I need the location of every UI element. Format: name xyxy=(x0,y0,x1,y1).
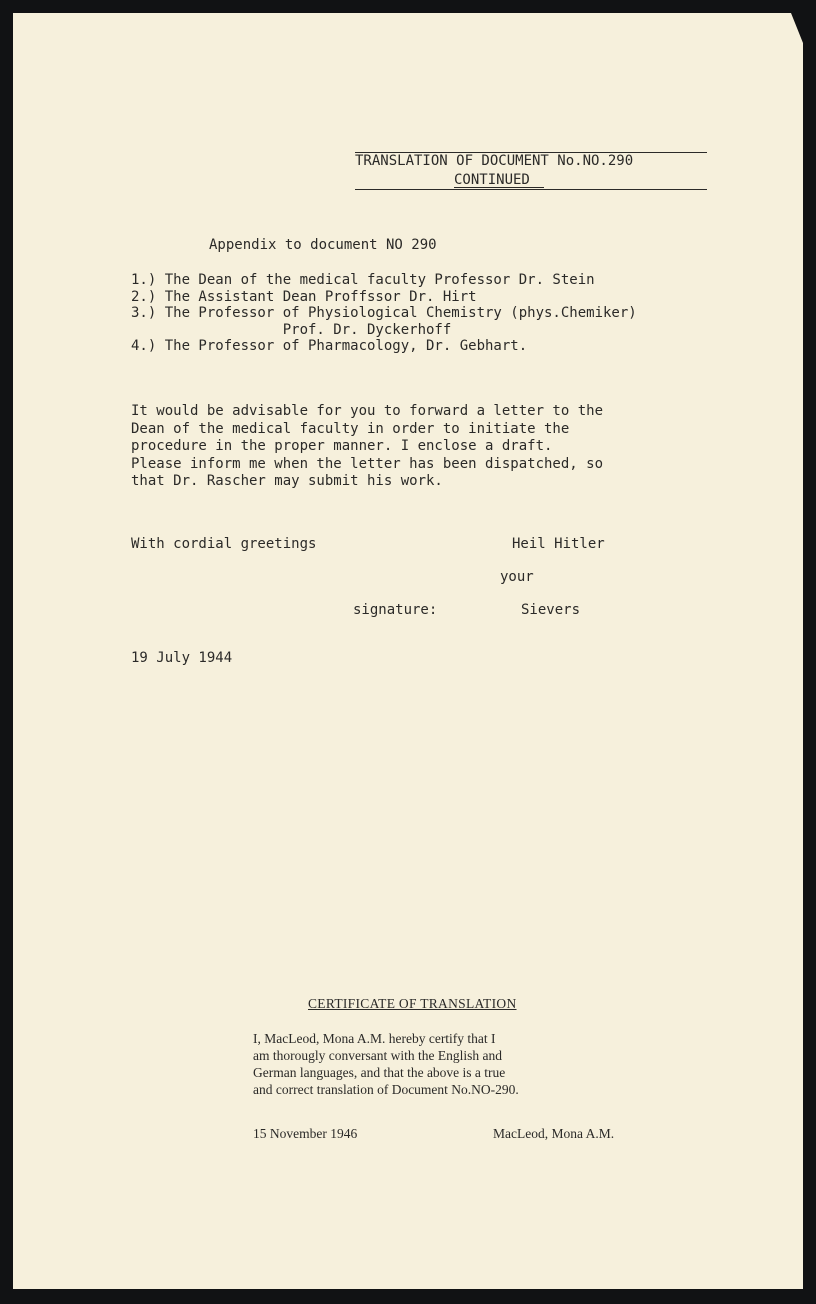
list-item: 1.) The Dean of the medical faculty Professor Dr. Stein xyxy=(131,272,595,288)
certificate-line: and correct translation of Document No.NO-290. xyxy=(253,1082,519,1097)
document-header-continued: CONTINUED xyxy=(454,172,530,188)
header-rule-bottom xyxy=(355,189,707,190)
certificate-line: am thorougly conversant with the English and xyxy=(253,1048,502,1063)
body-paragraph xyxy=(131,403,603,491)
paragraph-line: Please inform me when the letter has been dispatched, so xyxy=(131,455,604,472)
certificate-line: German languages, and that the above is a true xyxy=(253,1065,506,1080)
letter-date: 19 July 1944 xyxy=(131,650,233,666)
certificate-date: 15 November 1946 xyxy=(253,1126,358,1141)
closing-your: your xyxy=(500,569,534,585)
closing-greeting: With cordial greetings xyxy=(131,536,317,552)
appendix-title: Appendix to document NO 290 xyxy=(209,237,437,253)
paragraph-line: Dean of the medical faculty in order to initiate the xyxy=(131,420,570,437)
certificate-body xyxy=(253,1030,519,1098)
signature-label: signature: xyxy=(353,602,438,618)
closing-salute: Heil Hitler xyxy=(512,536,605,552)
continued-underline xyxy=(454,187,544,188)
certificate-signer: MacLeod, Mona A.M. xyxy=(493,1126,615,1141)
paragraph-line: procedure in the proper manner. I enclose a draft. xyxy=(131,438,553,454)
list-item: 3.) The Professor of Physiological Chemistry (phys.Chemiker) xyxy=(131,305,637,321)
signature-name: Sievers xyxy=(521,602,581,618)
paragraph-line: that Dr. Rascher may submit his work. xyxy=(131,473,443,489)
list-item: Prof. Dr. Dyckerhoff xyxy=(131,321,452,338)
certificate-line: I, MacLeod, Mona A.M. hereby certify that I xyxy=(253,1031,496,1046)
document-header-title: TRANSLATION OF DOCUMENT No.NO.290 xyxy=(355,153,634,169)
appendix-list xyxy=(131,272,637,355)
certificate-title: CERTIFICATE OF TRANSLATION xyxy=(308,996,517,1011)
list-item: 4.) The Professor of Pharmacology, Dr. Gebhart. xyxy=(131,338,528,354)
list-item: 2.) The Assistant Dean Proffssor Dr. Hirt xyxy=(131,288,477,305)
paragraph-line: It would be advisable for you to forward a letter to the xyxy=(131,403,604,419)
